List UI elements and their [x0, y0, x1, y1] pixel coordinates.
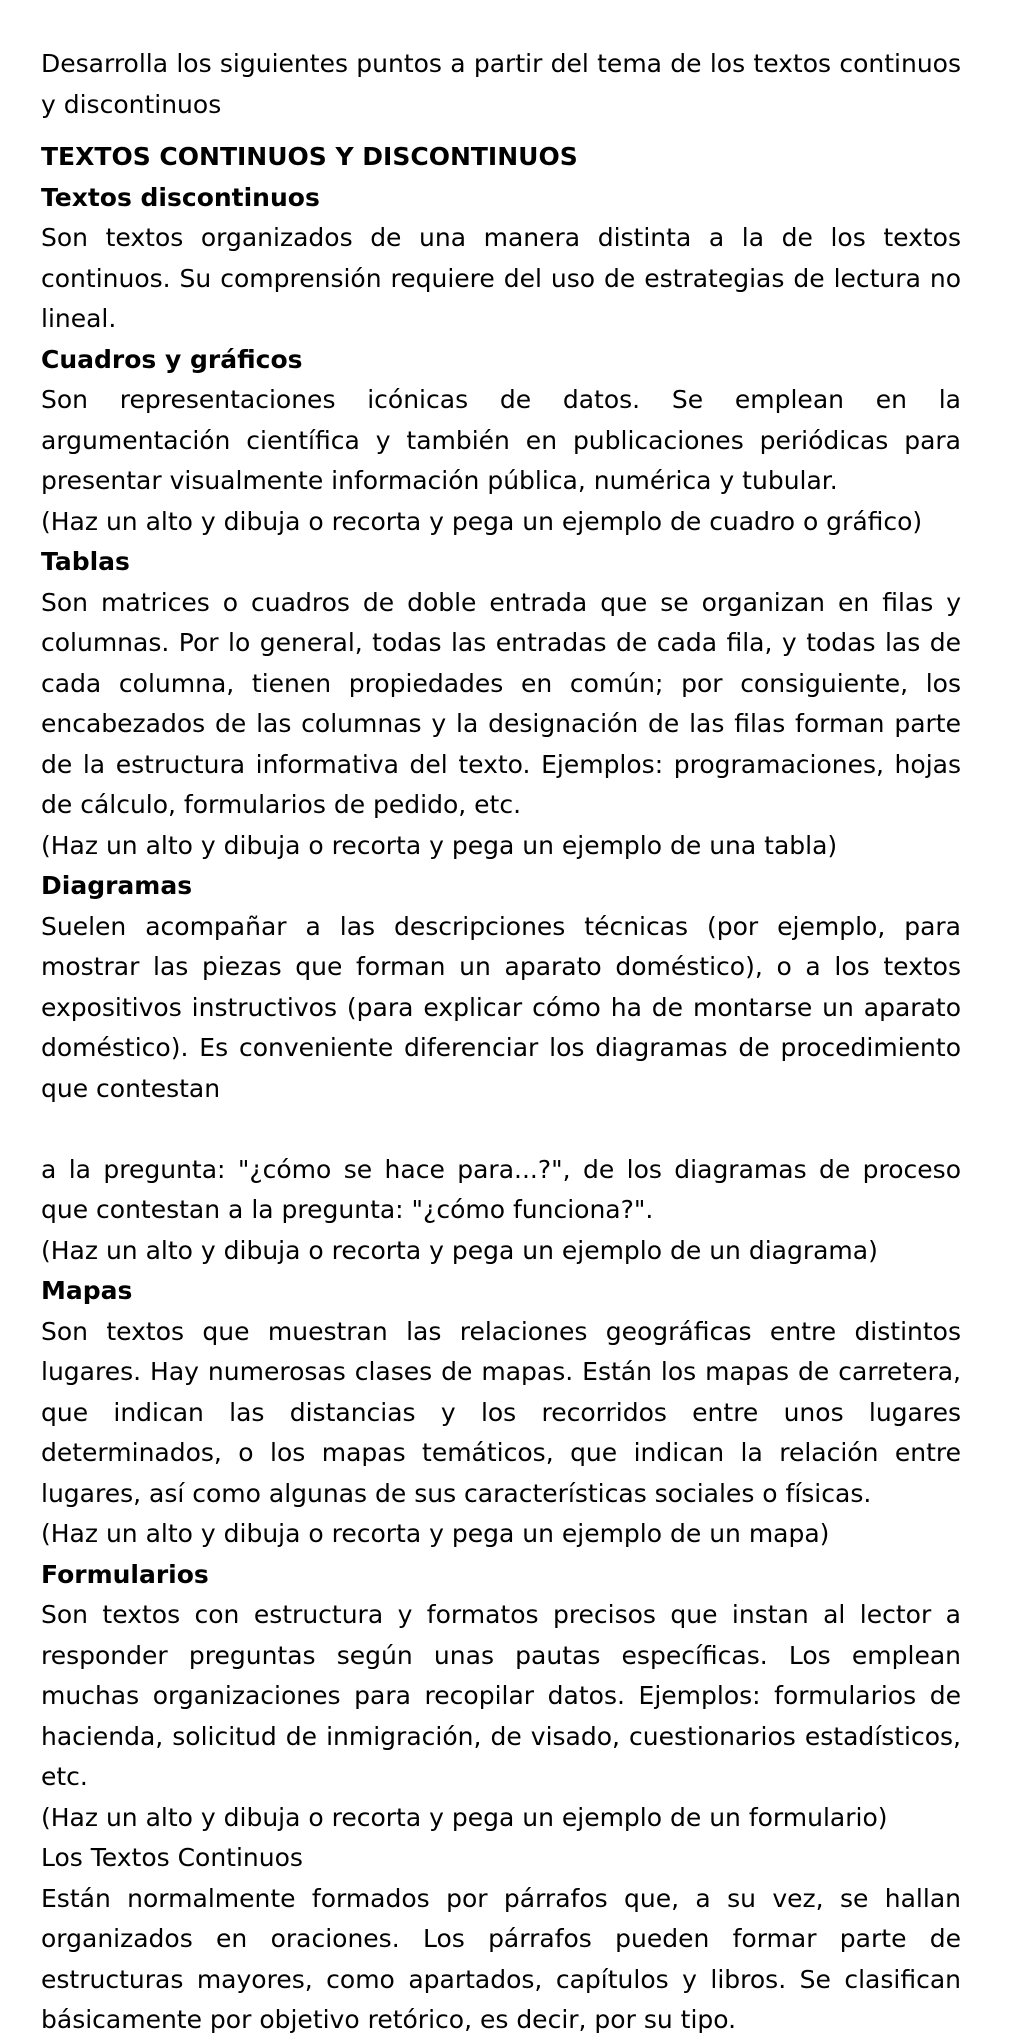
diagramas-body-part1: Suelen acompañar a las descripciones técnicas (por ejemplo, para mostrar las piezas que forman un aparato doméstico), o a los textos expositivos instructivos (para explicar cómo ha de montarse un aparato doméstico). Es conveniente diferenciar los diagramas de procedimiento que contestan: [41, 911, 961, 1103]
mapas-body: Son textos que muestran las relaciones geográficas entre distintos lugares. Hay numerosas clases de mapas. Están los mapas de carretera, que indican las distancias y los recorridos entre unos lugares determinados, o los mapas temáticos, que indican la relación entre lugares, así como algunas de sus características sociales o físicas.: [41, 1316, 961, 1508]
continuos-heading: Los Textos Continuos: [41, 1843, 303, 1872]
diagramas-heading: Diagramas: [41, 871, 193, 900]
mapas-heading: Mapas: [41, 1276, 133, 1305]
page-break-gap: [41, 1109, 961, 1150]
tablas-instruction: (Haz un alto y dibuja o recorta y pega un ejemplo de una tabla): [41, 830, 838, 860]
cuadros-body: Son representaciones icónicas de datos. Se emplean en la argumentación científica y también en publicaciones periódicas para presentar visualmente información pública, numérica y tubular.: [41, 385, 961, 495]
continuos-body: Están normalmente formados por párrafos que, a su vez, se hallan organizados en oraciones. Los párrafos pueden formar parte de estructuras mayores, como apartados, capítulos y libros. Se clasifican básicamente por objetivo retórico, es decir, por su tipo.: [41, 1883, 961, 2034]
mapas-instruction: (Haz un alto y dibuja o recorta y pega un ejemplo de un mapa): [41, 1519, 830, 1548]
diagramas-body-part2: a la pregunta: "¿cómo se hace para...?", de los diagramas de proceso que contestan a la pregunta: "¿cómo funciona?".: [41, 1154, 961, 1224]
formularios-instruction: (Haz un alto y dibuja o recorta y pega un ejemplo de un formulario): [41, 1802, 888, 1832]
formularios-body: Son textos con estructura y formatos precisos que instan al lector a responder preguntas según unas pautas específicas. Los emplean muchas organizaciones para recopilar datos. Ejemplos: formularios de hacienda, solicitud de inmigración, de visado, cuestionarios estadísticos, etc.: [41, 1600, 961, 1791]
document-page: [41, 44, 961, 2041]
formularios-heading: Formularios: [41, 1559, 209, 1589]
intro-paragraph: Desarrolla los siguientes puntos a partir del tema de los textos continuos y discontinuos: [41, 49, 961, 119]
discontinuos-heading: Textos discontinuos: [41, 182, 320, 212]
tablas-body: Son matrices o cuadros de doble entrada que se organizan en filas y columnas. Por lo general, todas las entradas de cada fila, y todas las de cada columna, tienen propiedades en común; por consiguiente, los encabezados de las columnas y la designación de las filas forman parte de la estructura informativa del texto. Ejemplos: programaciones, hojas de cálculo, formularios de pedido, etc.: [41, 587, 961, 819]
diagramas-instruction: (Haz un alto y dibuja o recorta y pega un ejemplo de un diagrama): [41, 1235, 878, 1265]
cuadros-instruction: (Haz un alto y dibuja o recorta y pega un ejemplo de cuadro o gráfico): [41, 506, 923, 536]
main-heading: TEXTOS CONTINUOS Y DISCONTINUOS: [41, 142, 578, 171]
tablas-heading: Tablas: [41, 547, 130, 576]
discontinuos-body: Son textos organizados de una manera distinta a la de los textos continuos. Su comprensión requiere del uso de estrategias de lectura no lineal.: [41, 223, 961, 333]
cuadros-heading: Cuadros y gráficos: [41, 344, 303, 374]
